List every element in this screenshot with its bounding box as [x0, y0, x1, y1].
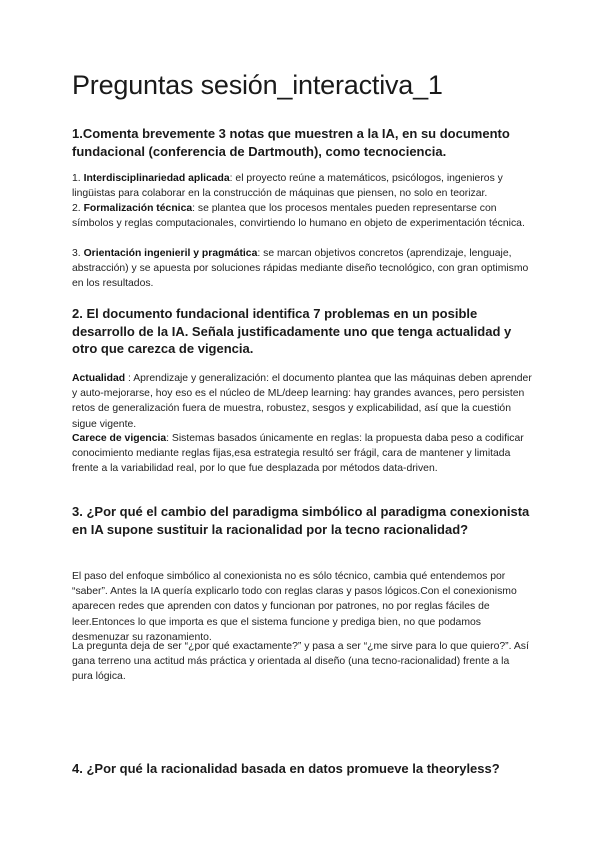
- item-term: Formalización técnica: [83, 203, 193, 214]
- item-term: Interdisciplinariedad aplicada: [83, 173, 230, 184]
- item-text: : se plantea que los procesos mentales pueden representarse con símbolos y reglas computacionales, convirtiendo lo humano en objeto de experimentación técnica.: [72, 203, 525, 230]
- item-number: 1.: [72, 173, 84, 184]
- question-2-heading: 2. El documento fundacional identifica 7 problemas en un posible desarrollo de la IA. Señala justificadamente uno que tenga actualidad y otro que carezca de vigencia.: [72, 306, 512, 356]
- question-1-answer-item-1: [72, 171, 532, 201]
- question-1-answer-item-2: [72, 201, 532, 231]
- item-term: Actualidad: [72, 373, 126, 384]
- question-2-answer-obsolete: [72, 431, 532, 477]
- question-1-heading: 1.Comenta brevemente 3 notas que muestren a la IA, en su documento fundacional (conferencia de Dartmouth), como tecnociencia.: [72, 126, 510, 159]
- item-term: Orientación ingenieril y pragmática: [83, 248, 258, 259]
- item-number: 3.: [72, 248, 84, 259]
- item-text: : se marcan objetivos concretos (aprendizaje, lenguaje, abstracción) y se apuesta por soluciones rápidas mediante diseño tecnológico, con gran optimismo en los resultados.: [72, 248, 529, 290]
- question-2-answer-current: [72, 371, 532, 432]
- item-text: : Aprendizaje y generalización: el documento plantea que las máquinas deben aprender y auto-mejorarse, hoy eso es el núcleo de ML/deep learning: hay grandes avances, pero persisten retos de generalización fuera de muestra, robustez, sesgos y explicabilidad, así que la cuestión sigue vigente.: [72, 373, 532, 430]
- question-4-heading: 4. ¿Por qué la racionalidad basada en datos promueve la theoryless?: [72, 761, 500, 776]
- page-title: Preguntas sesión_interactiva_1: [72, 70, 443, 100]
- item-text: : Sistemas basados únicamente en reglas: la propuesta daba peso a codificar conocimiento mediante reglas fijas,esa estrategia resultó ser frágil, cara de mantener y limitada frente a la variabilidad real, por lo que fue desplazada por métodos data-driven.: [72, 433, 524, 475]
- item-number: 2.: [72, 203, 84, 214]
- question-3-answer-paragraph-2: La pregunta deja de ser “¿por qué exactamente?” y pasa a ser “¿me sirve para lo que quiero?”. Así gana terreno una actitud más práctica y orientada al diseño (una tecno-racionalidad) frente a la pura lógica.: [72, 641, 529, 683]
- item-text: : el proyecto reúne a matemáticos, psicólogos, ingenieros y lingüistas para colaborar en la construcción de máquinas que piensen, no solo en teorizar.: [72, 173, 503, 200]
- question-1-answer-item-3: [72, 246, 532, 292]
- item-term: Carece de vigencia: [72, 433, 167, 444]
- question-3-heading: 3. ¿Por qué el cambio del paradigma simbólico al paradigma conexionista en IA supone sustituir la racionalidad por la tecno racionalidad?: [72, 504, 530, 537]
- question-3-answer-paragraph-1: El paso del enfoque simbólico al conexionista no es sólo técnico, cambia qué entendemos por “saber”. Antes la IA quería explicarlo todo con reglas claras y pasos lógicos.Con el conexionismo aparecen redes que aprenden con datos y funcionan por patrones, no por reglas fáciles de leer.Entonces lo que importa es que el sistema funcione y prediga bien, no que podamos desmenuzar su razonamiento.: [72, 571, 517, 643]
